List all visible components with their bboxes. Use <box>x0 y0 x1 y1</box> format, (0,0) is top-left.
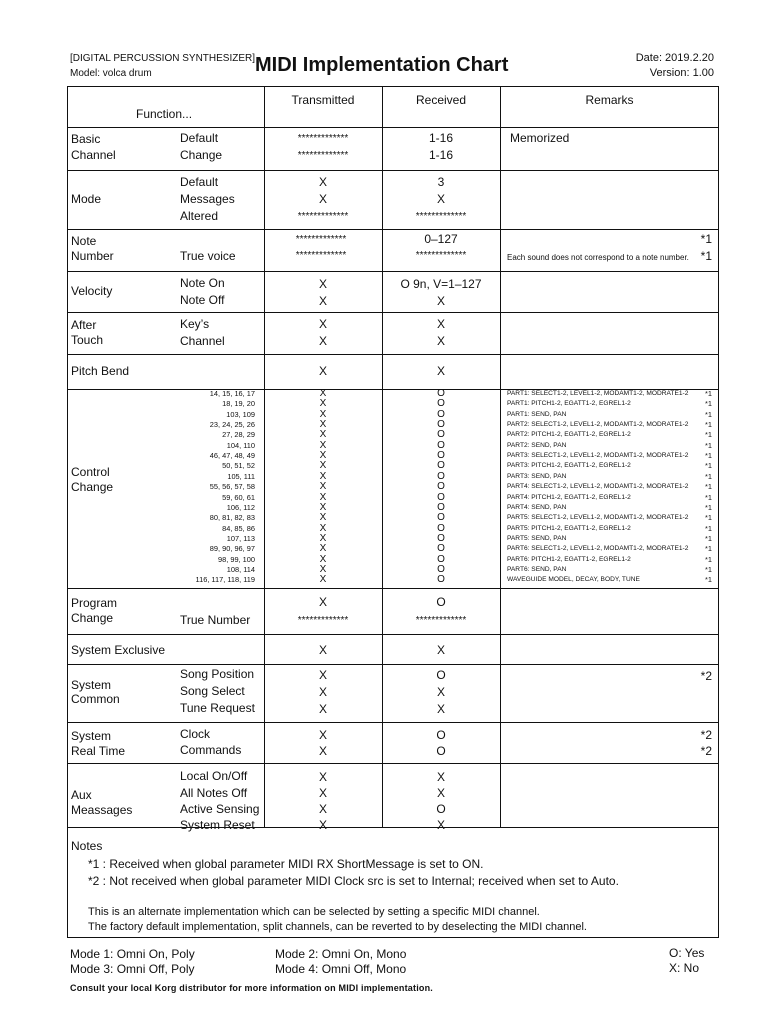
received-value: O <box>437 512 445 524</box>
mode-legend: Mode 4: Omni Off, Mono <box>275 962 407 976</box>
sub-label: Clock <box>180 727 211 741</box>
cc-number: 59, 60, 61 <box>222 492 255 502</box>
model-name: Model: volca drum <box>70 68 152 79</box>
sub-label: Default <box>180 175 219 189</box>
remark: PART5: SELECT1-2, LEVEL1-2, MODAMT1-2, MODRATE1-2 <box>507 514 689 522</box>
cc-number: 106, 112 <box>226 502 255 512</box>
transmitted-value: X <box>319 398 327 410</box>
transmitted-value: X <box>319 574 327 586</box>
received-value: X <box>436 294 445 308</box>
sub-label: Note Off <box>180 293 225 307</box>
row-label: Mode <box>71 192 102 206</box>
transmitted-value: X <box>319 532 327 544</box>
row-label: Basic <box>71 132 101 146</box>
mode-legend: Mode 2: Omni On, Mono <box>275 947 407 961</box>
remark-footnote-mark: *1 <box>700 249 712 263</box>
sub-label: Note On <box>180 276 225 290</box>
sub-label: System Reset <box>180 818 255 832</box>
remark-footnote-mark: *2 <box>700 744 712 758</box>
not-applicable-stars: ************* <box>295 234 347 245</box>
sub-label: Altered <box>180 209 219 223</box>
row-divider <box>68 664 718 665</box>
remark: PART4: PITCH1-2, EGATT1-2, EGREL1-2 <box>507 493 631 501</box>
transmitted-value: X <box>318 294 327 308</box>
cc-number: 104, 110 <box>226 440 255 450</box>
received-value: 3 <box>437 175 445 189</box>
transmitted-value: X <box>318 175 327 189</box>
row-label: Channel <box>71 148 116 162</box>
received-value: X <box>436 192 445 206</box>
row-label: Change <box>71 480 114 494</box>
received-value: O <box>436 744 446 758</box>
remark-footnote-mark: *2 <box>700 669 712 683</box>
received-value: O <box>437 574 445 586</box>
transmitted-value: X <box>319 543 327 555</box>
remark: PART4: SELECT1-2, LEVEL1-2, MODAMT1-2, MODRATE1-2 <box>507 483 689 491</box>
cc-number: 50, 51, 52 <box>222 461 255 471</box>
remark: Each sound does not correspond to a note number. <box>507 253 689 262</box>
received-value: O <box>436 728 446 742</box>
remark-footnote-mark: *1 <box>705 492 712 502</box>
received-value: O <box>437 563 445 575</box>
version-label: Version: 1.00 <box>649 67 714 79</box>
transmitted-value: X <box>319 491 327 503</box>
mode-legend: Mode 1: Omni On, Poly <box>70 947 195 961</box>
received-value: O <box>437 398 445 410</box>
remark: PART1: PITCH1-2, EGATT1-2, EGREL1-2 <box>507 400 631 408</box>
row-label: System <box>71 678 112 692</box>
remark-footnote-mark: *1 <box>705 575 712 585</box>
remark: PART5: PITCH1-2, EGATT1-2, EGREL1-2 <box>507 524 631 532</box>
transmitted-value: X <box>318 643 327 657</box>
received-value: O <box>437 491 445 503</box>
received-value: O <box>437 388 445 399</box>
received-value: O <box>437 553 445 565</box>
received-value: O <box>437 501 445 513</box>
yes-legend: O: Yes <box>669 946 705 960</box>
row-divider <box>68 170 718 171</box>
received-value: O <box>437 532 445 544</box>
transmitted-value: X <box>319 501 327 513</box>
received-value: 1-16 <box>428 148 454 162</box>
page-title: MIDI Implementation Chart <box>255 54 509 76</box>
received-value: X <box>436 786 445 800</box>
transmitted-value: X <box>319 388 327 399</box>
cc-number: 105, 111 <box>227 471 255 481</box>
transmitted-value: X <box>319 481 327 493</box>
cc-number: 89, 90, 96, 97 <box>209 544 255 554</box>
sub-label: Active Sensing <box>180 802 260 816</box>
remark: PART4: SEND, PAN <box>507 503 567 511</box>
received-value: X <box>436 818 445 832</box>
remark: PART2: SELECT1-2, LEVEL1-2, MODAMT1-2, MODRATE1-2 <box>507 421 689 429</box>
date-label: Date: 2019.2.20 <box>635 52 714 64</box>
row-label: Program <box>71 596 118 610</box>
row-label: System <box>71 729 112 743</box>
remark: PART2: PITCH1-2, EGATT1-2, EGREL1-2 <box>507 431 631 439</box>
remark-footnote-mark: *1 <box>705 482 712 492</box>
remark: PART6: SEND, PAN <box>507 565 567 573</box>
received-value: O <box>437 470 445 482</box>
remark-footnote-mark: *1 <box>705 420 712 430</box>
remark-footnote-mark: *1 <box>705 440 712 450</box>
cc-number: 98, 99, 100 <box>218 554 255 564</box>
transmitted-value: X <box>318 744 327 758</box>
sub-label: True Number <box>180 613 251 627</box>
no-legend: X: No <box>669 961 700 975</box>
note-paragraph: This is an alternate implementation which can be selected by setting a specific MIDI channel. <box>88 906 540 918</box>
note-paragraph: The factory default implementation, split channels, can be reverted to by deselecting the MIDI channel. <box>88 921 587 933</box>
row-label: Number <box>71 249 114 263</box>
received-value: O <box>436 802 446 816</box>
remark: PART3: PITCH1-2, EGATT1-2, EGREL1-2 <box>507 462 631 470</box>
transmitted-value: X <box>319 460 327 472</box>
transmitted-value: X <box>318 192 327 206</box>
row-divider <box>68 229 718 230</box>
cc-number: 14, 15, 16, 17 <box>209 389 255 398</box>
row-divider <box>68 634 718 635</box>
remark: PART3: SELECT1-2, LEVEL1-2, MODAMT1-2, MODRATE1-2 <box>507 452 689 460</box>
remark-footnote-mark: *1 <box>705 554 712 564</box>
row-divider <box>68 127 718 128</box>
cc-number: 23, 24, 25, 26 <box>209 420 255 430</box>
remark: PART1: SELECT1-2, LEVEL1-2, MODAMT1-2, MODRATE1-2 <box>507 390 689 397</box>
transmitted-value: X <box>319 408 327 420</box>
row-divider <box>68 354 718 355</box>
column-header-received: Received <box>415 93 467 107</box>
received-value: 1-16 <box>428 131 454 145</box>
row-label: System Exclusive <box>71 643 166 657</box>
received-value: X <box>436 334 445 348</box>
transmitted-value: X <box>318 317 327 331</box>
cc-number: 108, 114 <box>226 564 255 574</box>
received-value: 0–127 <box>424 232 458 246</box>
received-value: O 9n, V=1–127 <box>400 277 482 291</box>
remark-footnote-mark: *1 <box>705 389 712 398</box>
sub-label: Song Position <box>180 667 255 681</box>
sub-label: Messages <box>180 192 235 206</box>
remark-footnote-mark: *1 <box>705 471 712 481</box>
row-divider <box>68 722 718 723</box>
remark-footnote-mark: *1 <box>705 533 712 543</box>
transmitted-value: X <box>318 277 327 291</box>
row-label: Meassages <box>71 803 133 817</box>
received-value: O <box>437 460 445 472</box>
received-value: O <box>437 439 445 451</box>
transmitted-value: X <box>318 728 327 742</box>
row-label: Control <box>71 465 110 479</box>
remark-footnote-mark: *1 <box>705 430 712 440</box>
received-value: X <box>436 770 445 784</box>
row-label: After <box>71 318 97 332</box>
remark: WAVEGUIDE MODEL, DECAY, BODY, TUNE <box>507 576 640 584</box>
not-applicable-stars: ************* <box>297 211 349 222</box>
notes-heading: Notes <box>71 839 103 853</box>
received-value: X <box>436 685 445 699</box>
transmitted-value: X <box>319 563 327 575</box>
not-applicable-stars: ************* <box>297 150 349 161</box>
not-applicable-stars: ************* <box>297 615 349 626</box>
remark: PART6: PITCH1-2, EGATT1-2, EGREL1-2 <box>507 555 631 563</box>
sub-label: Local On/Off <box>180 769 248 783</box>
cc-number: 46, 47, 48, 49 <box>209 451 255 461</box>
cc-number: 84, 85, 86 <box>222 523 255 533</box>
transmitted-value: X <box>318 595 327 609</box>
cc-number: 18, 19, 20 <box>222 399 255 409</box>
cc-number: 103, 109 <box>226 409 255 419</box>
remark-footnote-mark: *1 <box>705 544 712 554</box>
transmitted-value: X <box>318 685 327 699</box>
received-value: X <box>436 702 445 716</box>
received-value: O <box>437 543 445 555</box>
remark-footnote-mark: *1 <box>705 513 712 523</box>
row-label: Aux <box>71 788 92 802</box>
row-label: Common <box>71 692 120 706</box>
transmitted-value: X <box>319 470 327 482</box>
row-label: Touch <box>71 333 104 347</box>
transmitted-value: X <box>319 429 327 441</box>
remark: PART3: SEND, PAN <box>507 472 567 480</box>
sub-label: Change <box>180 148 223 162</box>
received-value: O <box>437 408 445 420</box>
column-header-function: Function... <box>136 107 193 121</box>
not-applicable-stars: ************* <box>415 615 467 626</box>
transmitted-value: X <box>319 522 327 534</box>
sub-label: Channel <box>180 334 225 348</box>
remark-footnote-mark: *1 <box>705 523 712 533</box>
transmitted-value: X <box>319 439 327 451</box>
remark: Memorized <box>510 131 570 145</box>
sub-label: Default <box>180 131 219 145</box>
row-label: Pitch Bend <box>71 364 130 378</box>
row-divider <box>68 271 718 272</box>
row-divider <box>68 763 718 764</box>
received-value: O <box>437 522 445 534</box>
column-header-remarks: Remarks <box>585 93 634 107</box>
transmitted-value: X <box>319 419 327 431</box>
sub-label: Tune Request <box>180 701 255 715</box>
transmitted-value: X <box>319 553 327 565</box>
product-type: [DIGITAL PERCUSSION SYNTHESIZER] <box>70 53 256 64</box>
received-value: X <box>436 643 445 657</box>
transmitted-value: X <box>318 334 327 348</box>
received-value: O <box>436 668 446 682</box>
row-label: Real Time <box>71 744 126 758</box>
remark-footnote-mark: *1 <box>705 451 712 461</box>
received-value: O <box>437 429 445 441</box>
note-1: *1 : Received when global parameter MIDI RX ShortMessage is set to ON. <box>88 857 484 871</box>
received-value: O <box>436 595 446 609</box>
remark-footnote-mark: *1 <box>705 564 712 574</box>
cc-number: 116, 117, 118, 119 <box>195 575 255 585</box>
sub-label: Key’s <box>180 317 210 331</box>
not-applicable-stars: ************* <box>415 211 467 222</box>
remark-footnote-mark: *1 <box>705 502 712 512</box>
remark: PART2: SEND, PAN <box>507 441 567 449</box>
received-value: O <box>437 419 445 431</box>
consult-note: Consult your local Korg distributor for more information on MIDI implementation. <box>70 983 434 993</box>
mode-legend: Mode 3: Omni Off, Poly <box>70 962 195 976</box>
remark-footnote-mark: *1 <box>705 409 712 419</box>
row-label: Change <box>71 611 114 625</box>
cc-number: 80, 81, 82, 83 <box>209 513 255 523</box>
row-label: Note <box>71 234 97 248</box>
received-value: X <box>436 364 445 378</box>
not-applicable-stars: ************* <box>295 250 347 261</box>
transmitted-value: X <box>319 450 327 462</box>
remark: PART6: SELECT1-2, LEVEL1-2, MODAMT1-2, MODRATE1-2 <box>507 545 689 553</box>
note-2: *2 : Not received when global parameter MIDI Clock src is set to Internal; received when set to Auto. <box>88 874 619 888</box>
row-label: Velocity <box>71 284 113 298</box>
column-divider <box>500 87 501 827</box>
sub-label: All Notes Off <box>180 786 248 800</box>
transmitted-value: X <box>318 770 327 784</box>
remark: PART1: SEND, PAN <box>507 410 567 418</box>
remark: PART5: SEND, PAN <box>507 534 567 542</box>
sub-label: True voice <box>180 249 236 263</box>
received-value: O <box>437 481 445 493</box>
cc-number: 55, 56, 57, 58 <box>209 482 255 492</box>
transmitted-value: X <box>318 702 327 716</box>
received-value: O <box>437 450 445 462</box>
transmitted-value: X <box>318 668 327 682</box>
sub-label: Song Select <box>180 684 245 698</box>
row-divider <box>68 588 718 589</box>
not-applicable-stars: ************* <box>415 250 467 261</box>
transmitted-value: X <box>318 818 327 832</box>
transmitted-value: X <box>318 364 327 378</box>
column-header-transmitted: Transmitted <box>291 93 355 107</box>
remark-footnote-mark: *1 <box>700 232 712 246</box>
cc-number: 27, 28, 29 <box>222 430 255 440</box>
remark-footnote-mark: *1 <box>705 461 712 471</box>
sub-label: Commands <box>180 743 242 757</box>
row-divider <box>68 312 718 313</box>
not-applicable-stars: ************* <box>297 133 349 144</box>
remark-footnote-mark: *2 <box>700 728 712 742</box>
transmitted-value: X <box>319 512 327 524</box>
transmitted-value: X <box>318 802 327 816</box>
remark-footnote-mark: *1 <box>705 399 712 409</box>
transmitted-value: X <box>318 786 327 800</box>
cc-number: 107, 113 <box>226 533 255 543</box>
received-value: X <box>436 317 445 331</box>
